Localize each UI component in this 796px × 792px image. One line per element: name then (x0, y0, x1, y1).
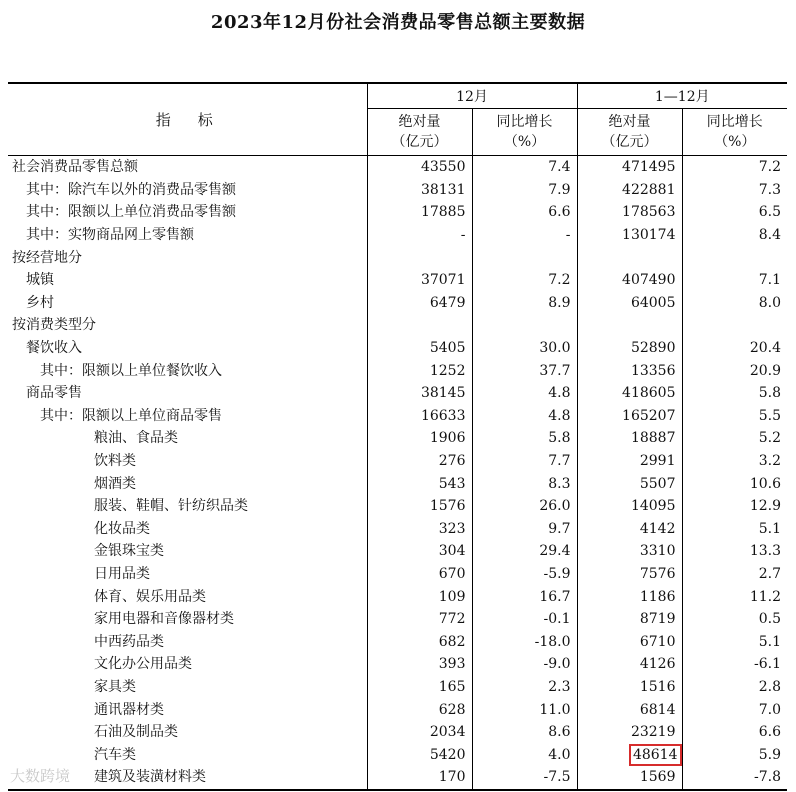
yoy-unit: （%） (714, 134, 756, 150)
table-row (8, 156, 787, 179)
table-row (8, 585, 787, 608)
dec-yoy-cell: 7.2 (472, 269, 577, 292)
ytd-abs-cell: 52890 (577, 337, 682, 360)
dec-yoy-cell: 11.0 (472, 698, 577, 721)
table-row (8, 359, 787, 382)
dec-yoy-cell: 5.8 (472, 427, 577, 450)
ytd-yoy-cell: 5.1 (758, 633, 781, 650)
dec-yoy-cell: - (472, 224, 577, 247)
dec-yoy-cell: 8.3 (472, 472, 577, 495)
dec-abs-cell: 17885 (367, 201, 472, 224)
ytd-yoy-cell: 13.3 (749, 543, 781, 560)
row-label: 按经营地分 (8, 246, 367, 269)
watermark: 大数跨境 (10, 767, 71, 785)
table-row (8, 179, 787, 202)
ytd-abs-cell: 18887 (577, 427, 682, 450)
dec-abs-cell: 670 (367, 563, 472, 586)
ytd-abs-cell: 6814 (577, 698, 682, 721)
ytd-yoy-cell: 6.5 (758, 204, 781, 221)
ytd-abs-cell: 23219 (577, 721, 682, 744)
dec-abs-cell: 43550 (367, 156, 472, 179)
table-row (8, 314, 787, 337)
dec-abs-cell: 170 (367, 766, 472, 790)
table-row (8, 224, 787, 247)
dec-abs-cell: 304 (367, 540, 472, 563)
abs-unit: （亿元） (391, 134, 448, 150)
row-label: 其中：限额以上单位餐饮收入 (8, 359, 367, 382)
row-label: 商品零售 (8, 382, 367, 405)
ytd-yoy-cell: 3.2 (758, 453, 781, 470)
row-label: 其中：限额以上单位商品零售 (8, 405, 367, 428)
dec-yoy-cell: -9.0 (472, 653, 577, 676)
ytd-yoy-cell: 6.6 (758, 724, 781, 741)
table-row (8, 676, 787, 699)
ytd-abs-cell: 13356 (577, 359, 682, 382)
ytd-abs-cell: 130174 (577, 224, 682, 247)
row-label: 化妆品类 (8, 518, 367, 541)
dec-abs-cell: 628 (367, 698, 472, 721)
row-label: 餐饮收入 (8, 337, 367, 360)
table-row (8, 405, 787, 428)
highlight-box: 48614 (629, 744, 682, 766)
abs-label: 绝对量 (398, 114, 441, 130)
yoy-unit: （%） (503, 134, 546, 150)
yoy-label: 同比增长 (706, 114, 763, 130)
row-label: 文化办公用品类 (8, 653, 367, 676)
dec-abs-cell: - (367, 224, 472, 247)
dec-yoy-cell: 6.6 (472, 201, 577, 224)
dec-abs-cell: 165 (367, 676, 472, 699)
ytd-yoy-cell: 12.9 (749, 498, 781, 515)
dec-yoy-cell: 7.9 (472, 179, 577, 202)
table-row (8, 630, 787, 653)
dec-yoy-cell: -5.9 (472, 563, 577, 586)
dec-abs-cell: 1576 (367, 495, 472, 518)
ytd-yoy-cell: -7.8 (682, 766, 787, 790)
retail-sales-table (8, 82, 787, 791)
table-row (8, 269, 787, 292)
dec-abs-header (367, 109, 472, 156)
ytd-yoy-cell: 7.2 (758, 159, 781, 176)
table-row (8, 292, 787, 315)
row-label: 饮料类 (8, 450, 367, 473)
ytd-abs-cell: 471495 (577, 156, 682, 179)
dec-yoy-cell: -0.1 (472, 608, 577, 631)
row-label: 城镇 (8, 269, 367, 292)
dec-yoy-header (472, 109, 577, 156)
table-row (8, 472, 787, 495)
row-label: 中西药品类 (8, 630, 367, 653)
ytd-abs-cell: 1569 (577, 766, 682, 790)
december-group-header: 12月 (367, 83, 577, 109)
dec-abs-cell: 109 (367, 585, 472, 608)
ytd-abs-cell: 165207 (577, 405, 682, 428)
ytd-abs-cell: 6710 (577, 630, 682, 653)
dec-abs-cell: 6479 (367, 292, 472, 315)
ytd-yoy-cell: 7.0 (758, 701, 781, 718)
table-row (8, 246, 787, 269)
dec-abs-cell (367, 314, 472, 337)
abs-unit: （亿元） (601, 134, 658, 150)
ytd-yoy-cell: 7.1 (758, 272, 781, 289)
dec-abs-cell: 37071 (367, 269, 472, 292)
ytd-yoy-cell (682, 314, 787, 337)
dec-yoy-cell: 8.9 (472, 292, 577, 315)
table-row (8, 608, 787, 631)
row-label: 服装、鞋帽、针纺织品类 (8, 495, 367, 518)
ytd-yoy-cell: 5.5 (758, 407, 781, 424)
row-label: 金银珠宝类 (8, 540, 367, 563)
ytd-yoy-cell: 5.1 (758, 520, 781, 537)
dec-yoy-cell: 30.0 (472, 337, 577, 360)
table-row (8, 337, 787, 360)
ytd-yoy-cell: 5.8 (758, 385, 781, 402)
ytd-yoy-cell: 2.7 (758, 565, 781, 582)
row-label: 粮油、食品类 (8, 427, 367, 450)
ytd-yoy-cell: 5.2 (758, 430, 781, 447)
dec-abs-cell: 38145 (367, 382, 472, 405)
ytd-yoy-cell: 5.9 (758, 746, 781, 763)
dec-yoy-cell: 7.7 (472, 450, 577, 473)
ytd-group-header: 1—12月 (577, 83, 787, 109)
row-label: 其中：限额以上单位消费品零售额 (8, 201, 367, 224)
ytd-yoy-cell: 8.4 (758, 227, 781, 244)
ytd-yoy-cell: 11.2 (749, 588, 781, 605)
dec-abs-cell: 276 (367, 450, 472, 473)
ytd-abs-cell: 1516 (577, 676, 682, 699)
dec-yoy-cell: -18.0 (472, 630, 577, 653)
table-row (8, 743, 787, 766)
abs-label: 绝对量 (608, 114, 651, 130)
ytd-abs-cell: 418605 (577, 382, 682, 405)
table-row (8, 518, 787, 541)
dec-abs-cell (367, 246, 472, 269)
row-label: 建筑及装潢材料类 (8, 766, 367, 790)
row-label: 按消费类型分 (8, 314, 367, 337)
ytd-abs-cell: 14095 (577, 495, 682, 518)
ytd-abs-header (577, 109, 682, 156)
row-label: 家具类 (8, 676, 367, 699)
table-row (8, 540, 787, 563)
ytd-abs-cell: 422881 (577, 179, 682, 202)
dec-abs-cell: 323 (367, 518, 472, 541)
ytd-abs-cell: 407490 (577, 269, 682, 292)
ytd-abs-cell: 8719 (577, 608, 682, 631)
row-label: 家用电器和音像器材类 (8, 608, 367, 631)
table-row (8, 382, 787, 405)
dec-yoy-cell: 8.6 (472, 721, 577, 744)
row-label: 社会消费品零售总额 (8, 156, 367, 179)
dec-abs-cell: 16633 (367, 405, 472, 428)
dec-abs-cell: 5420 (367, 743, 472, 766)
ytd-abs-cell: 3310 (577, 540, 682, 563)
dec-yoy-cell: 2.3 (472, 676, 577, 699)
ytd-abs-cell (577, 314, 682, 337)
yoy-label: 同比增长 (496, 114, 553, 130)
page-title: 2023年12月份社会消费品零售总额主要数据 (210, 12, 586, 33)
dec-abs-cell: 2034 (367, 721, 472, 744)
dec-abs-cell: 543 (367, 472, 472, 495)
ytd-abs-cell: 7576 (577, 563, 682, 586)
dec-yoy-cell: 4.0 (472, 743, 577, 766)
dec-abs-cell: 1906 (367, 427, 472, 450)
dec-yoy-cell: 4.8 (472, 405, 577, 428)
dec-yoy-cell: -7.5 (472, 766, 577, 790)
table-row (8, 427, 787, 450)
ytd-abs-cell (577, 743, 682, 766)
ytd-abs-cell: 2991 (577, 450, 682, 473)
ytd-yoy-cell: 2.8 (758, 678, 781, 695)
ytd-yoy-cell: 10.6 (749, 475, 781, 492)
row-label: 烟酒类 (8, 472, 367, 495)
ytd-yoy-cell: 20.9 (749, 362, 781, 379)
table-row (8, 563, 787, 586)
ytd-abs-cell: 1186 (577, 585, 682, 608)
dec-yoy-cell: 9.7 (472, 518, 577, 541)
row-label: 其中：实物商品网上零售额 (8, 224, 367, 247)
dec-yoy-cell: 16.7 (472, 585, 577, 608)
row-label: 石油及制品类 (8, 721, 367, 744)
dec-abs-cell: 393 (367, 653, 472, 676)
table-row (8, 495, 787, 518)
row-label: 日用品类 (8, 563, 367, 586)
table-row (8, 201, 787, 224)
dec-abs-cell: 772 (367, 608, 472, 631)
ytd-abs-cell: 5507 (577, 472, 682, 495)
ytd-abs-cell: 64005 (577, 292, 682, 315)
table-body (8, 156, 787, 790)
dec-yoy-cell (472, 246, 577, 269)
ytd-yoy-cell: 8.0 (758, 294, 781, 311)
table-header (8, 83, 787, 156)
ytd-abs-cell: 178563 (577, 201, 682, 224)
ytd-yoy-cell (682, 246, 787, 269)
row-label: 体育、娱乐用品类 (8, 585, 367, 608)
ytd-yoy-header (682, 109, 787, 156)
ytd-abs-cell: 4142 (577, 518, 682, 541)
table-row (8, 766, 787, 790)
dec-yoy-cell: 26.0 (472, 495, 577, 518)
ytd-abs-cell: 4126 (577, 653, 682, 676)
row-label: 汽车类 (8, 743, 367, 766)
indicator-header: 指 标 (8, 83, 367, 156)
ytd-yoy-cell: -6.1 (754, 656, 781, 673)
dec-yoy-cell: 7.4 (472, 156, 577, 179)
dec-yoy-cell: 4.8 (472, 382, 577, 405)
dec-yoy-cell (472, 314, 577, 337)
ytd-yoy-cell: 0.5 (758, 611, 781, 628)
dec-yoy-cell: 37.7 (472, 359, 577, 382)
dec-abs-cell: 38131 (367, 179, 472, 202)
row-label: 其中：除汽车以外的消费品零售额 (8, 179, 367, 202)
row-label: 通讯器材类 (8, 698, 367, 721)
dec-abs-cell: 5405 (367, 337, 472, 360)
table-row (8, 698, 787, 721)
dec-yoy-cell: 29.4 (472, 540, 577, 563)
table-row (8, 721, 787, 744)
ytd-abs-cell (577, 246, 682, 269)
ytd-yoy-cell: 20.4 (749, 340, 781, 357)
table-row (8, 653, 787, 676)
dec-abs-cell: 682 (367, 630, 472, 653)
table-row (8, 450, 787, 473)
ytd-yoy-cell: 7.3 (758, 181, 781, 198)
dec-abs-cell: 1252 (367, 359, 472, 382)
row-label: 乡村 (8, 292, 367, 315)
